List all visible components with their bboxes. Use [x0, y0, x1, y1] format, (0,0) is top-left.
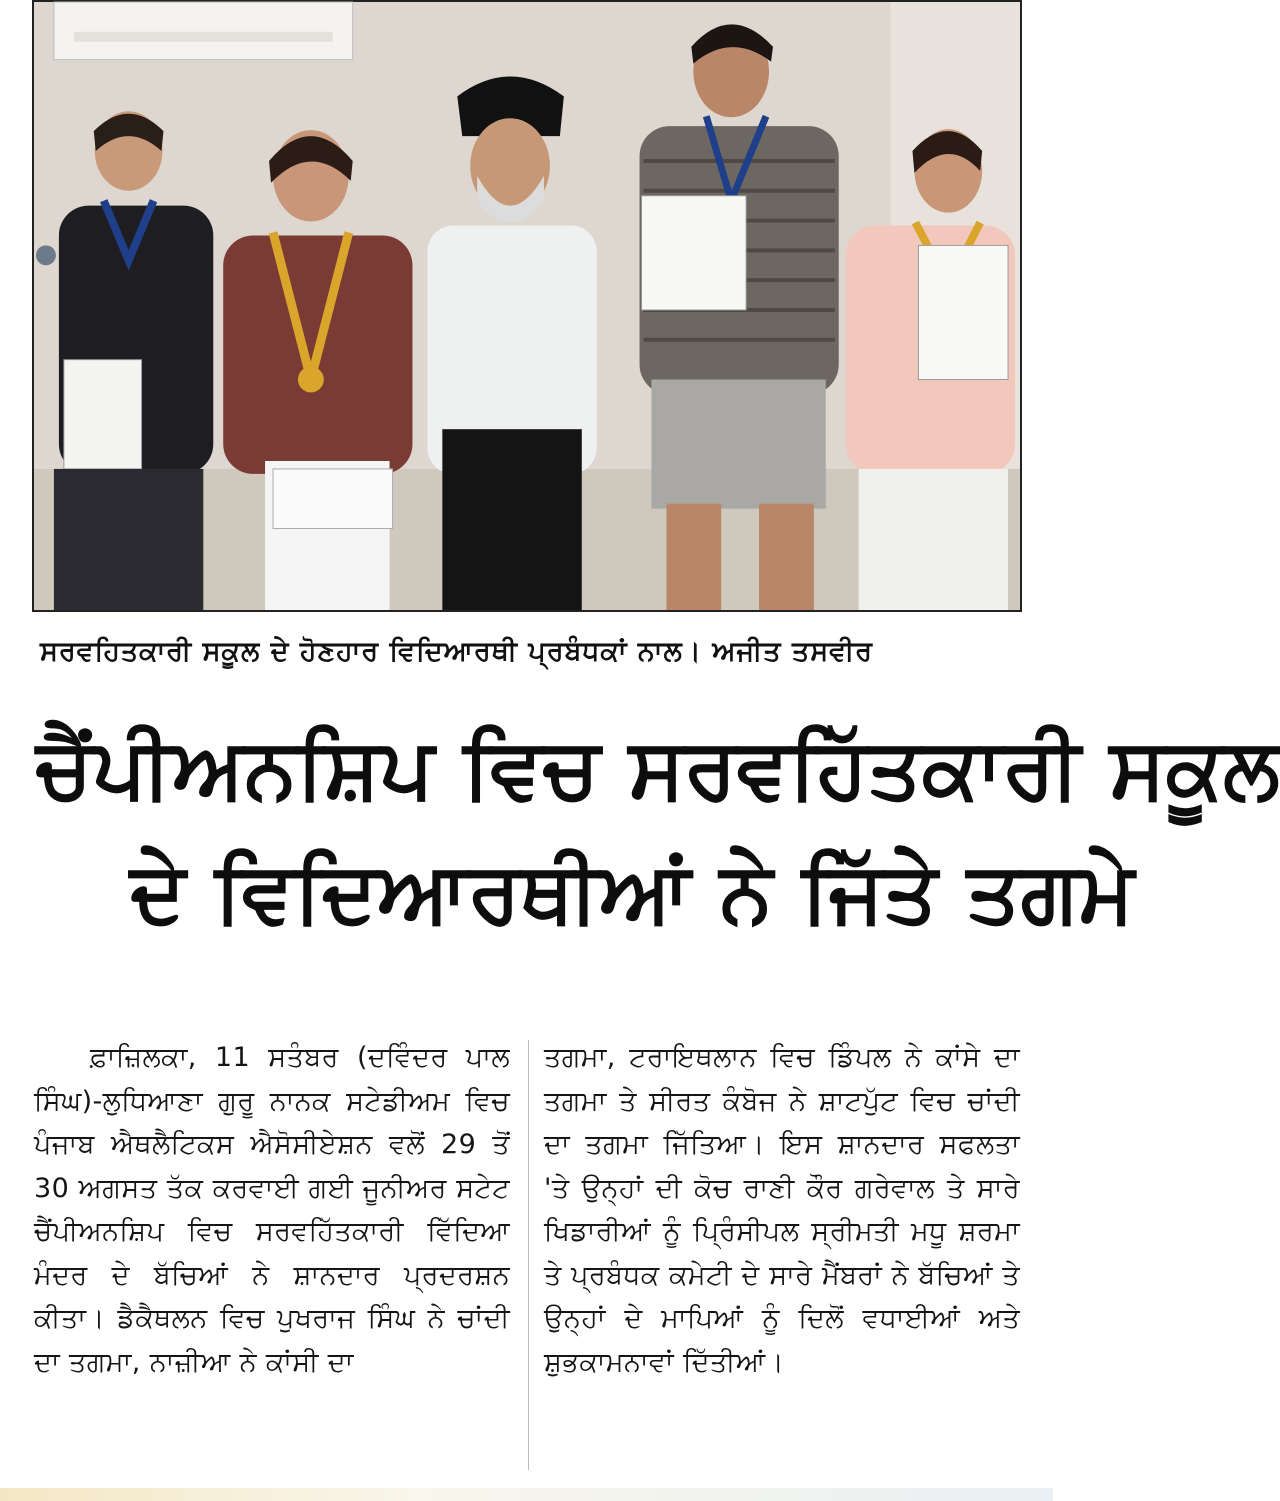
article-body [34, 1036, 1020, 1476]
photo-caption: ਸਰਵਹਿਤਕਾਰੀ ਸਕੂਲ ਦੇ ਹੋਣਹਾਰ ਵਿਦਿਆਰਥੀ ਪ੍ਰਬੰਧਕਾਂ ਨਾਲ। ਅਜੀਤ ਤਸਵੀਰ [40, 636, 874, 667]
headline [36, 706, 1280, 954]
headline-line-2: ਦੇ ਵਿਦਿਆਰਥੀਆਂ ਨੇ ਜਿੱਤੇ ਤਗਮੇ [130, 843, 1135, 941]
headline-line-1: ਚੈਂਪੀਅਨਸ਼ਿਪ ਵਿਚ ਸਰਵਹਿੱਤਕਾਰੀ ਸਕੂਲ [36, 719, 1280, 817]
photo-air-conditioner [54, 2, 353, 60]
news-photo [32, 0, 1022, 612]
photo-illustration [34, 2, 1020, 610]
article-left-column: ਫ਼ਾਜ਼ਿਲਕਾ, 11 ਸਤੰਬਰ (ਦਵਿੰਦਰ ਪਾਲ ਸਿੰਘ)-ਲੁਧਿਆਣਾ ਗੁਰੂ ਨਾਨਕ ਸਟੇਡੀਅਮ ਵਿਚ ਪੰਜਾਬ ਐਥਲੈਟਿਕਸ ਐਸੋਸੀਏਸ਼ਨ ਵਲੋਂ 29 ਤੋਂ 30 ਅਗਸਤ ਤੱਕ ਕਰਵਾਈ ਗਈ ਜੂਨੀਅਰ ਸਟੇਟ ਚੈਂਪੀਅਨਸ਼ਿਪ ਵਿਚ ਸਰਵਹਿੱਤਕਾਰੀ ਵਿੱਦਿਆ ਮੰਦਰ ਦੇ ਬੱਚਿਆਂ ਨੇ ਸ਼ਾਨਦਾਰ ਪ੍ਰਦਰਸ਼ਨ ਕੀਤਾ। ਡੈਕੈਥਲਨ ਵਿਚ ਪੁਖਰਾਜ ਸਿੰਘ ਨੇ ਚਾਂਦੀ ਦਾ ਤਗਮਾ, ਨਾਜ਼ੀਆ ਨੇ ਕਾਂਸੀ ਦਾ [34, 1042, 510, 1378]
bottom-edge-strip [0, 1488, 1053, 1501]
article-right-column: ਤਗਮਾ, ਟਰਾਇਥਲਾਨ ਵਿਚ ਡਿੰਪਲ ਨੇ ਕਾਂਸੇ ਦਾ ਤਗਮਾ ਤੇ ਸੀਰਤ ਕੰਬੋਜ ਨੇ ਸ਼ਾਟਪੁੱਟ ਵਿਚ ਚਾਂਦੀ ਦਾ ਤਗਮਾ ਜਿੱਤਿਆ। ਇਸ ਸ਼ਾਨਦਾਰ ਸਫਲਤਾ 'ਤੇ ਉਨ੍ਹਾਂ ਦੀ ਕੋਚ ਰਾਣੀ ਕੌਰ ਗਰੇਵਾਲ ਤੇ ਸਾਰੇ ਖਿਡਾਰੀਆਂ ਨੂੰ ਪ੍ਰਿੰਸੀਪਲ ਸ੍ਰੀਮਤੀ ਮਧੂ ਸ਼ਰਮਾ ਤੇ ਪ੍ਰਬੰਧਕ ਕਮੇਟੀ ਦੇ ਸਾਰੇ ਮੈਂਬਰਾਂ ਨੇ ਬੱਚਿਆਂ ਤੇ ਉਨ੍ਹਾਂ ਦੇ ਮਾਪਿਆਂ ਨੂੰ ਦਿਲੋਂ ਵਧਾਈਆਂ ਅਤੇ ਸ਼ੁਭਕਾਮਨਾਵਾਂ ਦਿੱਤੀਆਂ। [544, 1042, 1020, 1378]
